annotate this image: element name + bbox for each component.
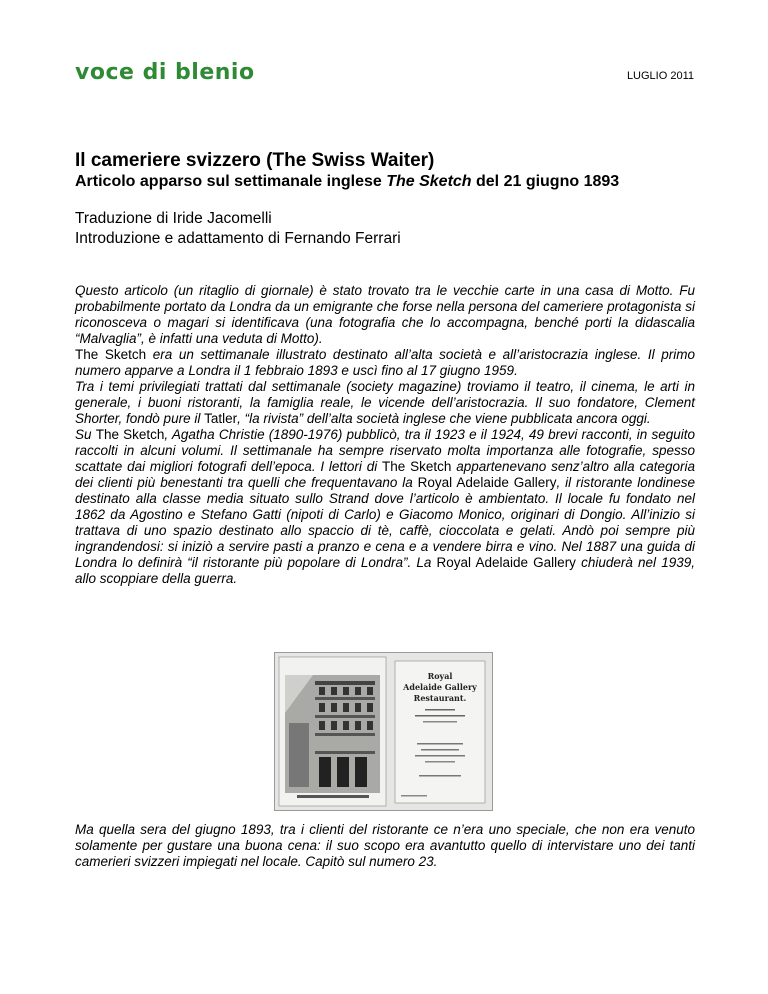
- intro-p4-f: Royal Adelaide Gallery: [417, 475, 557, 490]
- intro-p4-g: , il ristorante londinese destinato alla classe media situato sullo Strand dove l’articolo è ambientato. Il locale fu fondato nel 1862 da Agostino e Stefano Gatti (nipoti di Carlo) e Giacomo Monico, originari di Dongio. All’inizio si trattava di uno spazio destinato allo spaccio di tè, caffè, cioccolata e gelati. Andò poi sempre più ingrandendosi: si iniziò a servire pasti a pranzo e cena e a vendere birra e vino. Nel 1887 una guida di Londra lo definirà “il ristorante più popolare di Londra”. La: [75, 475, 695, 570]
- intro-p4-d: The Sketch: [382, 459, 452, 474]
- article-title: Il cameriere svizzero (The Swiss Waiter): [75, 150, 435, 171]
- credits: [75, 209, 401, 249]
- adaptation-credit: Introduzione e adattamento di Fernando Ferrari: [75, 230, 401, 247]
- card-title-line2: Adelaide Gallery: [403, 682, 477, 692]
- historical-photo: [274, 652, 493, 811]
- intro-p2-a: The Sketch: [75, 347, 147, 362]
- intro-paragraph: [75, 379, 695, 427]
- translation-credit: Traduzione di Iride Jacomelli: [75, 210, 272, 227]
- subtitle-text-pre: Articolo apparso sul settimanale inglese: [75, 173, 387, 190]
- intro-p4-c: , Agatha Christie (1890-1976) pubblicò, tra il 1923 e il 1924, 49 brevi racconti, in seguito raccolti in alcuni volumi. Il settimanale ha sempre riservato molta importanza alle fotografie, spesso scattate dai migliori fotografi dell’epoca. I lettori di: [75, 427, 695, 474]
- intro-p4-b: The Sketch: [95, 427, 165, 442]
- intro-p2-b: era un settimanale illustrato destinato all’alta società e all’aristocrazia inglese. Il primo numero apparve a Londra il 1 febbraio 1893 e uscì fino al 17 giugno 1959.: [75, 347, 695, 378]
- photo-image: [275, 653, 492, 810]
- intro-paragraph: [75, 347, 695, 379]
- intro-p3-a: Tra i temi privilegiati trattati dal settimanale (society magazine) troviamo il teatro, il cinema, le arti in generale, i buoni ristoranti, la famiglia reale, le vicende dell’aristocrazia. Il suo fondatore, Clement Shorter, fondò pure il: [75, 379, 695, 426]
- intro-paragraph: [75, 283, 695, 347]
- card-title-line1: Royal: [427, 671, 453, 681]
- subtitle-publication: The Sketch: [386, 173, 472, 190]
- intro-p1: Questo articolo (un ritaglio di giornale) è stato trovato tra le vecchie carte in una casa di Motto. Fu probabilmente portato da Londra da un emigrante che forse nella persona del cameriere protagonista si riconosceva o magari si identificava (una fotografia che lo accompagna, benché porti la didascalia “Malvaglia”, è infatti una veduta di Motto).: [75, 283, 695, 346]
- intro-p4-a: Su: [75, 427, 96, 442]
- closing-paragraph: Ma quella sera del giugno 1893, tra i clienti del ristorante ce n’era uno speciale, che non era venuto solamente per gustare una buona cena: il suo scopo era avantutto quello di intervistare uno dei tanti camerieri svizzeri impiegati nel locale. Capitò sul numero 23.: [75, 822, 695, 869]
- intro-p3-c: , “la rivista” dell’alta società inglese che viene pubblicata ancora oggi.: [237, 411, 651, 426]
- intro-text: [75, 283, 695, 587]
- issue-date: LUGLIO 2011: [626, 70, 694, 82]
- intro-paragraph: [75, 427, 695, 587]
- article-subtitle: [75, 173, 619, 191]
- intro-p4-i: chiuderà nel 1939, allo scoppiare della guerra.: [75, 555, 695, 586]
- intro-p4-e: appartenevano senz’altro alla categoria dei clienti più benestanti tra quelli che frequentavano la: [75, 459, 695, 490]
- intro-p4-h: Royal Adelaide Gallery: [436, 555, 576, 570]
- intro-p3-b: Tatler: [204, 411, 238, 426]
- masthead-logo: voce di blenio: [75, 60, 255, 85]
- card-title-line3: Restaurant.: [413, 693, 467, 703]
- subtitle-text-post: del 21 giugno 1893: [471, 173, 620, 190]
